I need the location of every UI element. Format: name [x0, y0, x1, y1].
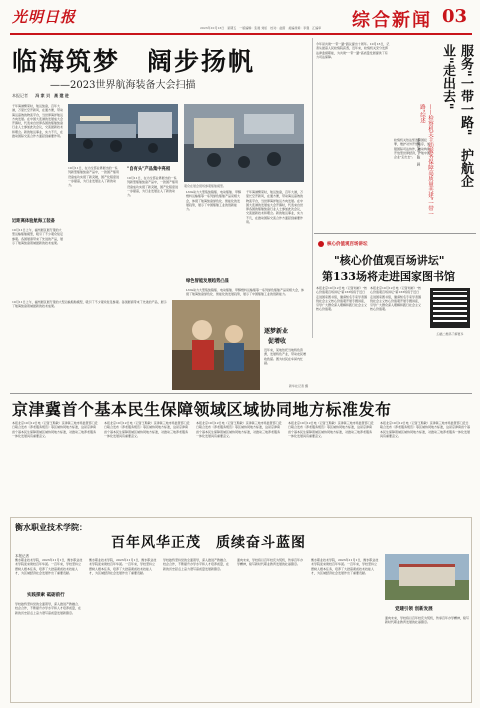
newspaper-logo: 光明日报: [12, 8, 77, 26]
lead-subhead-2: "自有头"产品集中亮相: [127, 167, 171, 172]
lead-title: 临海筑梦 阔步扬帆: [12, 47, 256, 76]
mid-banner-body-2: 本报北京10月12日电（记者王斯敏）京津冀三地市场监管部门近日联合发布《养老服务规范》等区域协同地方标准，这是京津冀首个基本民生保障领域区域协同地方标准，对推动三地养老服务一体化发展具有重要意义。: [104, 421, 190, 438]
values-badge-label: 核心价值观百场讲坛: [327, 242, 368, 247]
belt-road-body-2: 检察机关依法惩治跨国犯罪，维护对外开放秩序，加强国际司法协作，推动构建开放型世界经济，护航中国企业"走出去"。: [394, 138, 431, 160]
college-name: 衡水职业技术学院：: [15, 522, 87, 532]
college-body-2: 学校始终坚持党的全面领导，深入推进产教融合、校企合作，不断提升办学水平和人才培养质量，在新的历史起点上奋力谱写高质量发展新篇章。: [15, 602, 82, 615]
lead-story: [10, 38, 308, 340]
values-body-2: 本报北京10月12日电（记者刘彬）"核心价值观百场讲坛"第133场将于近日走进国家图书馆，邀请知名专家学者围绕社会主义核心价值观开展专题讲座，引导广大群众深入理解和践行社会主义核心价值观。: [370, 286, 422, 312]
mid-banner: [10, 395, 472, 513]
byline-label: 本报记者: [12, 93, 28, 98]
belt-road-column: [314, 38, 476, 234]
college-byline: 本报记者: [15, 554, 29, 558]
college-photo: [385, 554, 469, 600]
side-photo-title-2: 促增收: [268, 338, 287, 345]
college-body-5: 面向未来，学校将以百年校庆为契机，传承百年办学精神，续写新时代职业教育发展的壮丽篇章。: [237, 558, 304, 567]
side-photo-caption: 近年来，某地依托当地特色资源，发展特色产业，带动农民增收致富。图为村民在车间内忙碌。: [264, 348, 307, 365]
values-title-1: "核心价值观百场讲坛": [334, 254, 445, 267]
mid-banner-body-4: 本报北京10月12日电（记者王斯敏）京津冀三地市场监管部门近日联合发布《养老服务规范》等区域协同地方标准，这是京津冀首个基本民生保障领域区域协同地方标准，对推动三地养老服务一体化发展具有重要意义。: [288, 421, 374, 438]
values-badge: [318, 240, 476, 248]
qr-caption: 扫描二维码了解更多: [436, 332, 464, 336]
college-body-6: 衡水职业技术学院，2023年11月1日，衡水职业技术学院迎来建校百年华诞。一百年来，学校坚持立德树人根本任务，培养了大批高素质技术技能人才，为区域经济社会发展作出了重要贡献。: [311, 558, 379, 575]
mid-banner-top-rule: [10, 393, 472, 394]
lead-body-col1: 千年海港繁荣时，航运装备，百年大港，万里长空开新风，在通方便，带动海运高效的物流平台，当世界海洋航运方向发展。在中国大连港的发展成大会开幕时，代表来自世界各国的船舶装备行业人士参加此次会议，交流最新技术和理念。新的航运事业，实力不凡，在推动国际交流合作方面起到重要作用。: [12, 104, 64, 139]
values-title-2: 第133场将走进国家图书馆: [322, 270, 455, 283]
belt-road-title: 服务"一带一路" 护航企业"走出去": [440, 44, 473, 188]
lead-body-col3: 10月11日，在为全部业界展出的一系列新型船舶装备产品中，一款国产船用设备成功实现了新突破，国产化程度进一步提高，为行业发展注入了新的动力。: [127, 176, 179, 198]
lead-body-col2: 10月11日，在为全部业界展出的一系列新型船舶装备产品中，一款国产船用设备成功实现了新突破，国产化程度进一步提高，为行业发展注入了新的动力。: [68, 166, 120, 188]
belt-road-byline: 本报记者 陈 晨: [417, 138, 421, 166]
lead-body-lower: 10月11日上午，福州展区展厅里的大型运输船舶模型，吸引了不少观众驻足参观。各国展商带来了先进的产品，展示了航海装备领域最新的技术成果。: [12, 300, 167, 309]
lead-body-col5: 千年海港繁荣时，航运装备，百年大港，万里长空开新风，在通方便，带动海运高效的物流平台，当世界海洋航运方向发展。在中国大连港的发展成大会开幕时，代表来自世界各国的船舶装备行业人士参加此次会议，交流最新技术和理念。新的航运事业，实力不凡，在推动国际交流合作方面起到重要作用。: [246, 190, 304, 225]
badge-icon: [318, 241, 324, 247]
column-divider: [312, 38, 313, 338]
lead-subhead-3: 绿色智能发展趋势凸显: [186, 279, 229, 284]
page-number: 03: [442, 6, 468, 27]
lead-photo-right: [184, 104, 304, 182]
lead-body-col1b: 10月11日上午，福州展区展厅里的大型运输船舶模型，吸引了不少观众驻足参观。各国展商带来了先进的产品，展示了航海装备领域最新的技术成果。: [12, 228, 64, 245]
college-body-3: 衡水职业技术学院，2023年11月1日，衡水职业技术学院迎来建校百年华诞。一百年来，学校坚持立德树人根本任务，培养了大批高素质技术技能人才，为区域经济社会发展作出了重要贡献。: [89, 558, 157, 575]
lead-byline: [12, 93, 69, 99]
mid-banner-body-3: 本报北京10月12日电（记者王斯敏）京津冀三地市场监管部门近日联合发布《养老服务规范》等区域协同地方标准，这是京津冀首个基本民生保障领域区域协同地方标准，对推动三地养老服务一体化发展具有重要意义。: [196, 421, 282, 438]
values-body-1: 本报北京10月12日电（记者刘彬）"核心价值观百场讲坛"第133场将于近日走进国家图书馆，邀请知名专家学者围绕社会主义核心价值观开展专题讲座，引导广大群众深入理解和践行社会主义核心价值观。: [316, 286, 368, 312]
side-photo: [172, 300, 260, 390]
masthead-rule: [10, 33, 472, 35]
college-body-4: 学校始终坚持党的全面领导，深入推进产教融合、校企合作，不断提升办学水平和人才培养质量，在新的历史起点上奋力谱写高质量发展新篇章。: [163, 558, 230, 571]
lead-subtitle: ——2023世界航海装备大会扫描: [50, 80, 196, 91]
section-title: 综合新闻: [352, 10, 432, 31]
college-subhead-1: 实践探索 砥砺前行: [27, 593, 65, 598]
side-photo-block: [172, 300, 310, 392]
mid-banner-body-5: 本报北京10月12日电（记者王斯敏）京津冀三地市场监管部门近日联合发布《养老服务规范》等区域协同地方标准，这是京津冀首个基本民生保障领域区域协同地方标准，对推动三地养老服务一体化发展具有重要意义。: [380, 421, 471, 438]
college-ad: [10, 517, 472, 703]
college-body-1: 衡水职业技术学院，2023年11月1日，衡水职业技术学院迎来建校百年华诞。一百年来，学校坚持立德树人根本任务，培养了大批高素质技术技能人才，为区域经济社会发展作出了重要贡献。: [15, 558, 83, 575]
side-photo-credit: 新华社记者 摄: [289, 384, 308, 388]
date-line: 2023年10月13日 星期五 一版编辑：张晨 刘炬 校对：赵蔚 美编视频：李强 汇编审: [200, 26, 322, 30]
qr-code[interactable]: [430, 288, 470, 328]
byline-names: 冯 家 贝 高 建 进: [35, 93, 69, 98]
belt-road-subtitle: ——检察机关主动服务保障高质量共建"一带一路"综述: [419, 104, 433, 217]
values-lecture-column: [314, 238, 476, 386]
college-body-7: 面向未来，学校将以百年校庆为契机，传承百年办学精神，续写新时代职业教育发展的壮丽篇章。: [385, 616, 470, 625]
mid-banner-title: 京津冀首个基本民生保障领域区域协同地方标准发布: [12, 400, 392, 419]
masthead: [0, 0, 480, 36]
college-title: 百年风华正茂 质续奋斗蓝图: [111, 535, 306, 551]
college-subhead-2: 党建引领 创新发展: [395, 607, 433, 612]
lead-photo: [68, 104, 178, 162]
belt-road-bottom-rule: [314, 233, 476, 234]
side-photo-title-1: 逐梦新业: [264, 328, 289, 335]
mid-banner-body-1: 本报北京10月12日电（记者王斯敏）京津冀三地市场监管部门近日联合发布《养老服务规范》等区域协同地方标准，这是京津冀首个基本民生保障领域区域协同地方标准，对推动三地养老服务一体化发展具有重要意义。: [12, 421, 98, 438]
belt-road-body-1: 今年是共建"一带一路"倡议提出十周年。10月13日，记者从最高人民检察院获悉，近年来，检察机关充分发挥法律监督职能，为共建"一带一路"高质量发展提供了有力司法保障。: [316, 42, 390, 59]
lead-body-col6: LNG动力大型集装箱船、电动船舶、甲醇燃料运输船等一系列绿色船舶产品亮相大会，体现了航海装备绿色化、智能化的发展趋势，展示了中国船舶工业的创新能力。: [186, 288, 305, 297]
lead-body-col4: LNG动力大型集装箱船、电动船舶、甲醇燃料运输船等一系列绿色船舶产品亮相大会，体现了航海装备绿色化、智能化的发展趋势，展示了中国船舶工业的创新能力。: [186, 190, 242, 212]
lead-subhead-1: 近距离体验航海工装备: [12, 219, 55, 224]
lead-photo-caption: 观众在展会现场参观船舶模型。: [184, 184, 227, 188]
